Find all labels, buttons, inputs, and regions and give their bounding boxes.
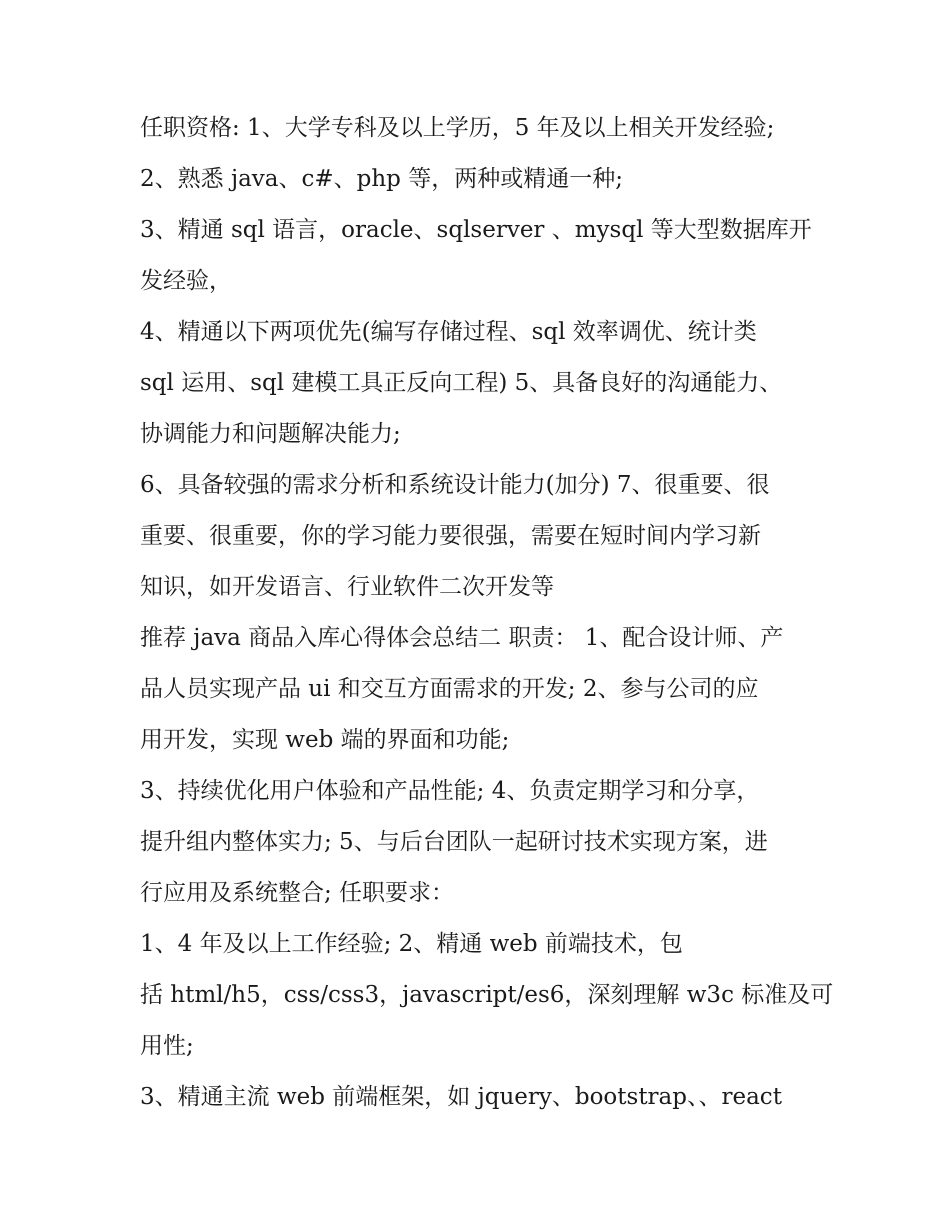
- text-line-qualifications-5-cont: 协调能力和问题解决能力;: [140, 421, 401, 447]
- text-line-duties-4-5: 提升组内整体实力; 5、与后台团队一起研讨技术实现方案，进: [140, 829, 768, 855]
- text-line-qualifications-7-end: 知识，如开发语言、行业软件二次开发等: [140, 574, 554, 600]
- text-line-qualifications-7-cont: 重要、很重要，你的学习能力要很强，需要在短时间内学习新: [140, 523, 761, 549]
- text-line-requirements-2-cont: 括 html/h5，css/css3，javascript/es6，深刻理解 w3c 标准及可: [140, 982, 834, 1008]
- text-line-qualifications-1: 任职资格: 1、大学专科及以上学历，5 年及以上相关开发经验;: [140, 115, 775, 141]
- text-line-qualifications-6-7: 6、具备较强的需求分析和系统设计能力(加分) 7、很重要、很: [140, 472, 770, 498]
- text-line-qualifications-4-5: sql 运用、sql 建模工具正反向工程) 5、具备良好的沟通能力、: [140, 370, 783, 396]
- text-line-section-two-duties: 推荐 java 商品入库心得体会总结二 职责： 1、配合设计师、产: [140, 625, 784, 651]
- text-line-qualifications-2: 2、熟悉 java、c#、php 等，两种或精通一种;: [140, 166, 623, 192]
- text-line-qualifications-4: 4、精通以下两项优先(编写存储过程、sql 效率调优、统计类: [140, 319, 757, 345]
- text-line-duties-5-requirements: 行应用及系统整合; 任职要求：: [140, 880, 455, 906]
- text-line-requirements-2-end: 用性;: [140, 1033, 194, 1059]
- text-line-requirements-3: 3、精通主流 web 前端框架，如 jquery、bootstrap、、react: [140, 1084, 782, 1110]
- text-line-duties-1-2: 品人员实现产品 ui 和交互方面需求的开发; 2、参与公司的应: [140, 676, 759, 702]
- text-line-duties-3-4: 3、持续优化用户体验和产品性能; 4、负责定期学习和分享，: [140, 778, 760, 804]
- text-line-qualifications-3-cont: 发经验，: [140, 268, 232, 294]
- text-line-requirements-1-2: 1、4 年及以上工作经验; 2、精通 web 前端技术，包: [140, 931, 683, 957]
- text-line-duties-2-cont: 用开发，实现 web 端的界面和功能;: [140, 727, 510, 753]
- text-line-qualifications-3: 3、精通 sql 语言，oracle、sqlserver 、mysql 等大型数据库开: [140, 217, 812, 243]
